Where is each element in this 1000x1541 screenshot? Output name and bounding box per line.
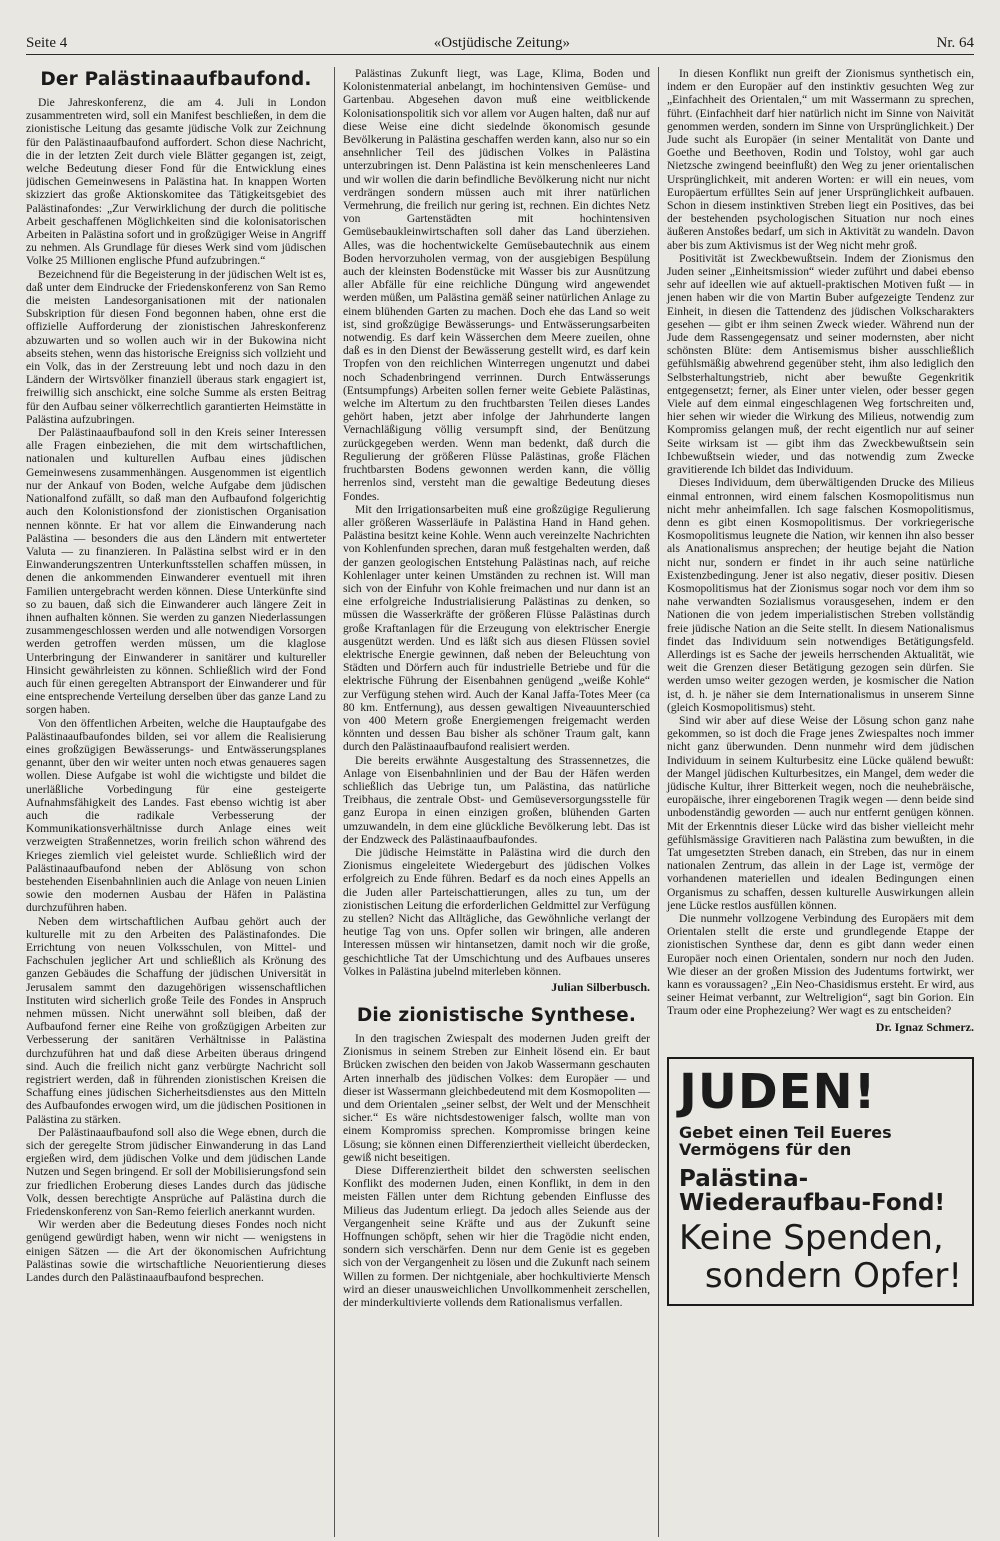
ad-line: Gebet einen Teil Eueres Vermögens für den [679,1123,892,1159]
columns [26,67,974,1537]
paragraph: Die jüdische Heimstätte in Palästina wird die durch den Zionismus eingeleitete Wiedergeburt des jüdischen Volkes erfolgreich zu Ende führen. Bedarf es da noch eines Appells an die Juden aller Parteischattierungen, alles zu tun, um der zionistischen Leitung die erforderlichen Geldmittel zur Verfügung zu stellen? Nicht das Alltägliche, das Gewöhnliche verlangt der heutige Tag von uns. Opfer sollen wir bringen, alle anderen Interessen müssen wir hintansetzen, damit noch wir die große, geschichtliche Tat der Umschichtung und des Aufbaues unseres Volkes in Palästina jubelnd miterleben können. [343,845,650,978]
paragraph: Neben dem wirtschaftlichen Aufbau gehört auch der kulturelle mit zu den Arbeiten des Palästinafondes. Die Errichtung von neuen Volksschulen, von Mittel- und Fachschulen jeglicher Art und schließlich als Krönung des ganzen Gebäudes die Schaffung der jüdischen Universität in Jerusalem sammt den dazugehörigen wissenschaftlichen Instituten wird sicherlich große Teile des Fondes in Anspruch nehmen müssen. Nicht unerwähnt soll bleiben, daß der Aufbaufond ferner eine Reihe von großzügigen Arbeiten zur Verbesserung der sanitären Verhältnisse in Palästina durchzuführen hat und daß diese Arbeiten überaus dringend sind. Auch die freilich nicht ganz verbürgte Nachricht soll registriert werden, daß in führenden zionistischen Kreisen die Schaffung eines jüdischen Sicherheitsdienstes aus den Mitteln des Aufbaufondes erwogen wird, um die jüdischen Positionen in Palästina zu stärken. [26,914,326,1126]
page-header [26,32,974,55]
paragraph: In den tragischen Zwiespalt des modernen Juden greift der Zionismus in seinem Streben zur Einheit lösend ein. Er baut Brücken zwischen den beiden von Jakob Wassermann geschauten Arten innerhalb des jüdischen Volkes: dem Europäer — und dieser ist Wassermann gleichbedeutend mit dem Kosmopoliten — und dem Orientalen „seiner selbst, der Welt und der Menschheit sicher.“ Es wäre nichtsdestoweniger falsch, wollte man von einem Kompromiss sprechen. Kompromisse bringen keine Lösung; sie können einen Differenziertheit vielleicht überdecken, gewiß nicht beseitigen. [343,1032,650,1164]
column-3 [658,67,974,1537]
ad-headline: JUDEN! [679,1063,877,1120]
column-1 [26,67,334,1537]
paragraph: Die nunmehr vollzogene Verbindung des Europäers mit dem Orientalen stellt die erste und grundlegende Etappe der zionistischen Synthese dar, denn es gibt dann weder einen Europäer noch einen Orientalen, sondern nur noch den Juden. Wie dieser an der großen Mission des Judentums fortwirkt, wer kann es voraussagen? „Ein Neo-Chasidismus ersteht. Er wird, aus seiner Heimat verbannt, zur Weltreligion“, sagt bin Gorion. Ein Traum oder eine Prophezeiung? Wer wagt es zu entscheiden? [667,912,974,1018]
paragraph: Wir werden aber die Bedeutung dieses Fondes noch nicht genügend gewürdigt haben, wenn wir nicht — wenigstens in einigen Sätzen — die Art der ökonomischen Aufrichtung Palästinas sowie die wirtschaftliche Neuorientierung dieses Landes durch den Palästinaaufbaufond besprechen. [26,1218,326,1285]
paragraph: Sind wir aber auf diese Weise der Lösung schon ganz nahe gekommen, so ist doch die Frage jenes Zwiespaltes noch immer nicht ganz überwunden. Denn nunmehr wird dem jüdischen Individuum in seinem Kulturbesitz eine Lücke quälend bewußt: der Mangel jüdischen Kulturbesitzes, ein Mangel, dem weder die jüdische Kultur, ihrer Bitterkeit wegen, noch die neuhebräische, europäische, ihrer eingeborenen Tragik wegen — denn beide sind unbodenständig geworden — auch nur entfernt genügen können. Mit der Erkenntnis dieser Lücke wird das bisher vielleicht mehr gefühlsmässige Gravitieren nach Palästina zum bewußten, in die Tat umgesetzten Streben danach, ein Streben, das nur in einem nationalen Zentrum, das allein in der Lage ist, vermöge der vorhandenen materiellen und idealen Bedingungen einen Organismus zu schaffen, dessen kulturelle Auswirkungen allein jene Lücke restlos ausfüllen können. [667,713,974,912]
paragraph: Der Palästinaaufbaufond soll in den Kreis seiner Interessen alle Fragen einbeziehen, die mit dem wirtschaftlichen, nationalen und kulturellen Aufbau eines jüdischen Gemeinwesens zusammenhängen. Ausgenommen ist eigentlich nur der Ankauf von Boden, welche Aufgabe dem jüdischen Nationalfond zufällt, so daß man den Aufbaufond folgerichtig auch den Kolonistionsfond der zionistischen Organisation nennen könnte. Er hat vor allem die Einwanderung nach Palästina — besonders die aus den Ländern mit entwerteter Valuta — zu finanzieren. In Palästina selbst wird er in den Einwanderungszentren Unterkunftsstellen schaffen müssen, in denen die ankommenden Einwanderer eventuell mit ihren Familien untergebracht werden können. Diese Unterkünfte sind so zu bauen, daß sich die Einwanderer auch längere Zeit in ihnen aufhalten können. Sie werden zu ganzen Niederlassungen zusammengeschlossen werden und alle notwendigen Vorsorgen werden getroffen werden müssen, um die klaglose Unterbringung der Einwanderer in sanitärer und kultureller Hinsicht gewährleisten zu können. Schließlich wird der Fond auch für einen geregelten Abtransport der Einwanderer und für eine entsprechende Verteilung derselben über das ganze Land zu sorgen haben. [26,426,326,717]
paragraph: Bezeichnend für die Begeisterung in der jüdischen Welt ist es, daß unter dem Eindrucke der Friedenskonferenz von San Remo die meisten Landesorganisationen mit der nationalen Subskription für diesen Fond begonnen haben, ohne erst die offizielle Aufforderung der zionistischen Jahreskonferenz abzuwarten und so wollen auch wir in der Bukowina nicht abseits stehen, wenn das historische Ereigniss sich vollzieht und ein Volk, das in der Zerstreuung lebt und noch dazu in den Ländern der Wirtsvölker finanziell überaus stark engagiert ist, freiwillig sich anschickt, eine solche Summe als ersten Beitrag für den Aufbau seiner völkerrechtlich garantierten Heimstätte in Palästina aufzubringen. [26,267,326,426]
paragraph: Dieses Individuum, dem überwältigenden Drucke des Milieus einmal entronnen, wird einem falschen Kosmopolitismus nun nicht mehr anheimfallen. Ich sage falschen Kosmopolitismus, denn es gibt einen Kosmopolitismus. Der vorkriegerische Kosmopolitismus leugnete die Nation, wir kennen ihn also besser als Anationalismus ansprechen; der heutige bejaht die Nation nicht nur, sondern er findet in ihr auch seine natürliche Existenzbedingung. Jener ist also negativ, dieser positiv. Diesen Kosmopolitismus hat der Zionismus sogar noch vor dem ihm so nahe verwandten Sozialismus vorausgesehen, indem er den Nationen die von jedem imperialistischen Streben vollständig freie jüdische Nation an die Seite stellt. In diesem Nationalismus findet das Individuum sein notwendiges Betätigungsfeld. Allerdings ist es Sache der jeweils herrschenden Aktualität, wie weit die Grenzen dieser Betätigung gezogen sein dürfen. Sie werden umso weiter gezogen werden, je kosmischer die Nation ist, d. h. je näher sie dem Internationalismus in unserem Sinne (gleich Kosmopolitismus) steht. [667,476,974,714]
paragraph: Mit den Irrigationsarbeiten muß eine großzügige Regulierung aller größeren Wasserläufe in Palästina Hand in Hand gehen. Palästina besitzt keine Kohle. Wenn auch vereinzelte Nachrichten von Kohlenfunden sprechen, daran muß festgehalten werden, daß der ganzen geologischen Entstehung Palästinas nach, auf reiche Kohlenlager unter keinen Umständen zu rechnen ist. Will man sich von der Einfuhr von Kohle freimachen und nur dann ist an eine erfolgreiche Industrialisierung Palästinas zu denken, so müssen die Wasserkräfte der größeren Flüsse Palästinas durch große Kraftanlagen für die Erzeugung von elektrischer Energie ausgenützt werden. Und es läßt sich aus diesen Flüssen soviel elektrische Energie gewinnen, daß neben der Beleuchtung von Städten und Dörfern auch für industrielle Betriebe und für die elektrische Führung der Eisenbahnen genügend „weiße Kohle“ zur Verfügung stehen wird. Auch der Kanal Jaffa-Totes Meer (ca 80 km. Entfernung), aus dessen gewaltigen Niveauunterschied von 400 Metern große Energiemengen freigemacht werden könnten und dessen Bau bisher als schöner Traum galt, kann durch den Palästinaaufbaufond realisiert werden. [343,502,650,754]
paragraph: Palästinas Zukunft liegt, was Lage, Klima, Boden und Kolonistenmaterial anbelangt, im hochintensiven Gemüse- und Gartenbau. Abgesehen davon muß eine weitblickende Kolonisationspolitik sich vor allem vor Augen halten, daß nur auf diese Weise eine dicht siedelnde ökonomisch gesunde Bevölkerung in Palästina geschaffen werden kann, also nur so ein ansehnlicher Teil des jüdischen Volkes in Palästina unterzubringen ist. Denn Palästina ist kein menschenleeres Land und wir wollen die darin befindliche Bevölkerung nicht nur nicht verdrängen sondern müssen auch mit ihrer natürlichen Vermehrung, die freilich nur gering ist, rechnen. Ein dichtes Netz von Gartenstädten mit hochintensiven Gemüsebaukleinwirtschaften soll daher das Land überziehen. Alles, was die hochentwickelte Gemüsebautechnik aus einem Boden hervorzuholen vermag, von der ausgiebigen Bespülung auch der kleinsten Bodenstücke mit Wasser bis zur Ausnützung aller Abfälle für eine reichliche Düngung wird angewendet werden müßen, um Palästina gemäß seiner natürlichen Anlage zu einem blühenden Garten zu machen. Doch ehe das Land so weit ist, sind großzügige Bewässerungs- und Entwässerungsarbeiten notwendig. Es darf kein Wässerchen dem Meere zueilen, ohne daß es in den Dienst der Bewässerung gestellt wird, es darf kein Tropfen von den reichlichen Winterregen ungenutzt und dabei noch Schadenbringend verrinnen. Durch Entwässerungs (Entsumpfungs) Arbeiten sollen ferner weite Gebiete Palästinas, welche im Altertum zu den fruchtbarsten Teilen dieses Landes gehört haben, jetzt aber infolge der Jahrhunderte langen Vernachläßigung völlig versumpft sind, der Benützung zurückgegeben werden. Wenn man bedenkt, daß durch die Regulierung der größeren Flüsse Palästinas, große Flächen fruchtbarsten Bodens gewonnen werden kann, die völlig herrenlos sind, versteht man die gewaltige Bedeutung dieses Fondes. [343,67,650,503]
author-signature: Dr. Ignaz Schmerz. [875,1019,974,1034]
page-number: Seite 4 [26,35,68,51]
article-title-palaestinaaufbaufond: Der Palästinaaufbaufond. [40,69,312,90]
paragraph: Die bereits erwähnte Ausgestaltung des Strassennetzes, die Anlage von Eisenbahnlinien und der Bau der Häfen werden schließlich das Uebrige tun, um Palästina, das natürliche Treibhaus, die zentrale Obst- und Gemüseversorgungsstelle für ganz Europa in einen einzigen großen, blühenden Garten umzuwandeln, in dem eine glückliche Bevölkerung lebt. Das ist der Endzweck des Palästinaaufbaufondes. [343,753,650,846]
masthead: «Ostjüdische Zeitung» [433,35,570,51]
article-title-synthese: Die zionistische Synthese. [356,1005,637,1027]
paragraph: Von den öffentlichen Arbeiten, welche die Hauptaufgabe des Palästinaaufbaufondes bilden, sei vor allem die Realisierung eines großzügigen Bewässerungs- und Entwässerungsplanes genannt, über den wir weiter unten noch etwas genaueres sagen wollen. Diese Aufgabe ist wohl die wichtigste und bildet die unerläßliche Vorbedingung für eine gesteigerte Aufnahmsfähigkeit des Landes. Fast ebenso wichtig ist aber auch die radikale Verbesserung der Kommunikationsverhältnisse durch Anlage eines weit verzweigten Straßennetzes, worin freilich schon während des Krieges ziemlich viel geleistet wurde. Schließlich wird der Palästinaaufbaufond neben der Ablösung von schon bestehenden Eisenbahnlinien auch die Anlage von neuen Linien sowie den modernen Ausbau der Häfen in Palästina durchzuführen haben. [26,716,326,915]
paragraph: Diese Differenziertheit bildet den schwersten seelischen Konflikt des modernen Juden, einen Konflikt, in dem in den meisten Fällen unter dem Richtung gebenden Einflusse des Milieus das Judentum erliegt. Da jedoch alles Seiende aus der Vergangenheit seine Kräfte und aus der Zukunft seine Hoffnungen schöpft, sehen wir hier die Tragödie nicht enden, sondern sich verschärfen. Denn nur dem Genie ist es gegeben sich von der Vergangenheit zu lösen und die Zukunft nach seinem Willen zu formen. Der nichtgeniale, aber hochkultivierte Mensch wird an dieser unausweichlichen Unvollkommenheit zerschellen, der minderkultivierte vollends dem Rationalismus verfallen. [343,1164,650,1310]
advertisement-box [667,1057,974,1307]
paragraph: Die Jahreskonferenz, die am 4. Juli in London zusammentreten wird, soll ein Manifest beschließen, in dem die zionistische Leitung das gesamte jüdische Volk zur Zeichnung für den Palästinaaufbaufond auffordert. Schon diese Nachricht, die in der letzten Zeit durch viele Blätter gegangen ist, zeigt, welche Bedeutung dieser Fond für die Entwicklung eines jüdischen Gemeinwesens in Palästina hat. In knappen Worten skizziert das große Aktionskomitee das Tätigkeitsgebiet des Palästinafondes: „Zur Verwirklichung der durch die politische Arbeit geschaffenen Möglichkeiten sind die kolonisatorischen Arbeiten in Palästina sofort und in großzügiger Weise in Angriff zu nehmen. Als Grundlage für dieses Werk sind vom jüdischen Volke 25 Millionen englische Pfund aufzubringen.“ [26,96,326,268]
ad-line: sondern Opfer! [704,1255,962,1296]
ad-line: Palästina-Wiederaufbau-Fond! [679,1165,945,1216]
paragraph: In diesen Konflikt nun greift der Zionismus synthetisch ein, indem er den Europäer auf den instinktiv gesuchten Weg zur „Einfachheit des Orientalen,“ um mit Wassermann zu sprechen, führt. (Einfachheit darf hier natürlich nicht im Sinne von Naivität genommen werden, sondern im Sinne von Ursprünglichkeit.) Der Jude sucht als Europäer (in seiner Mentalität von Dante und Goethe und Beethoven, Rodin und Tolstoy, wohl gar auch Nietzsche zwingend beeinflußt) den Weg zu jener orientalischen Ursprünglichkeit, mit anderen Worten: er will ein neues, vom Europäertum erfülltes Sein auf jener Ursprünglichkeit aufbauen. Schon in diesem instinktiven Streben liegt ein Positives, das bei der bestehenden psychologischen Situation nur noch eines äußeren Anstoßes bedarf, um sich in Aktivität zu wandeln. Davon aber bis zum Aktivismus ist der Weg nicht mehr groß. [667,67,974,252]
ad-line: Keine Spenden, [679,1217,944,1258]
paragraph: Der Palästinaaufbaufond soll also die Wege ebnen, durch die sich der geregelte Strom jüdischer Einwanderung in das Land ergießen wird, dem jüdischen Volke und dem jüdischen Lande Nutzen und Segen bringend. Er soll der Mobilisierungsfond sein zur friedlichen Eroberung dieses Landes durch das jüdische Volk, dessen berechtigte Ansprüche auf Palästina durch die Friedenskonferenz von San-Remo feierlich anerkannt wurden. [26,1125,326,1219]
column-2 [334,67,658,1537]
paragraph: Positivität ist Zweckbewußtsein. Indem der Zionismus den Juden seiner „Einheitsmission“ wieder zuführt und dabei ebenso sehr auf ideellen wie auf aktuell-praktischen Motiven fußt — in jenen haben wir die von Martin Buber aufgezeigte Tendenz zur Einheit, in diesen die Tattendenz des jüdischen Volkscharakters gesehen — gibt er ihm seinen Zweck wieder. Während nun der Jude dem Rassengegensatz und seiner modernsten, aber nicht schönsten Blüte: dem Antisemismus bisher ausschließlich gefühlsmäßig abwehrend gegenüber steht, ihm also lediglich den Selbsterhaltungstrieb, nicht aber bewußte Gegenkritik entgegensetzt; ferner, als Einer unter vielen, oder besser gegen Viele auf dem einmal eingeschlagenen Weg fortschreiten und, hier sehen wir wieder die Wirkung des Milieus, notwendig zum Kompromiss gelangen muß, der recht eigentlich nur auf seiner Seite wirksam ist — gibt ihm das Zweckbewußtsein sein Ichbewußtsein wieder, und das notwendig zum Zwecke gravitierende Ich bildet das Individuum. [667,251,974,477]
author-signature: Julian Silberbusch. [551,980,650,995]
issue-number: Nr. 64 [936,35,974,51]
